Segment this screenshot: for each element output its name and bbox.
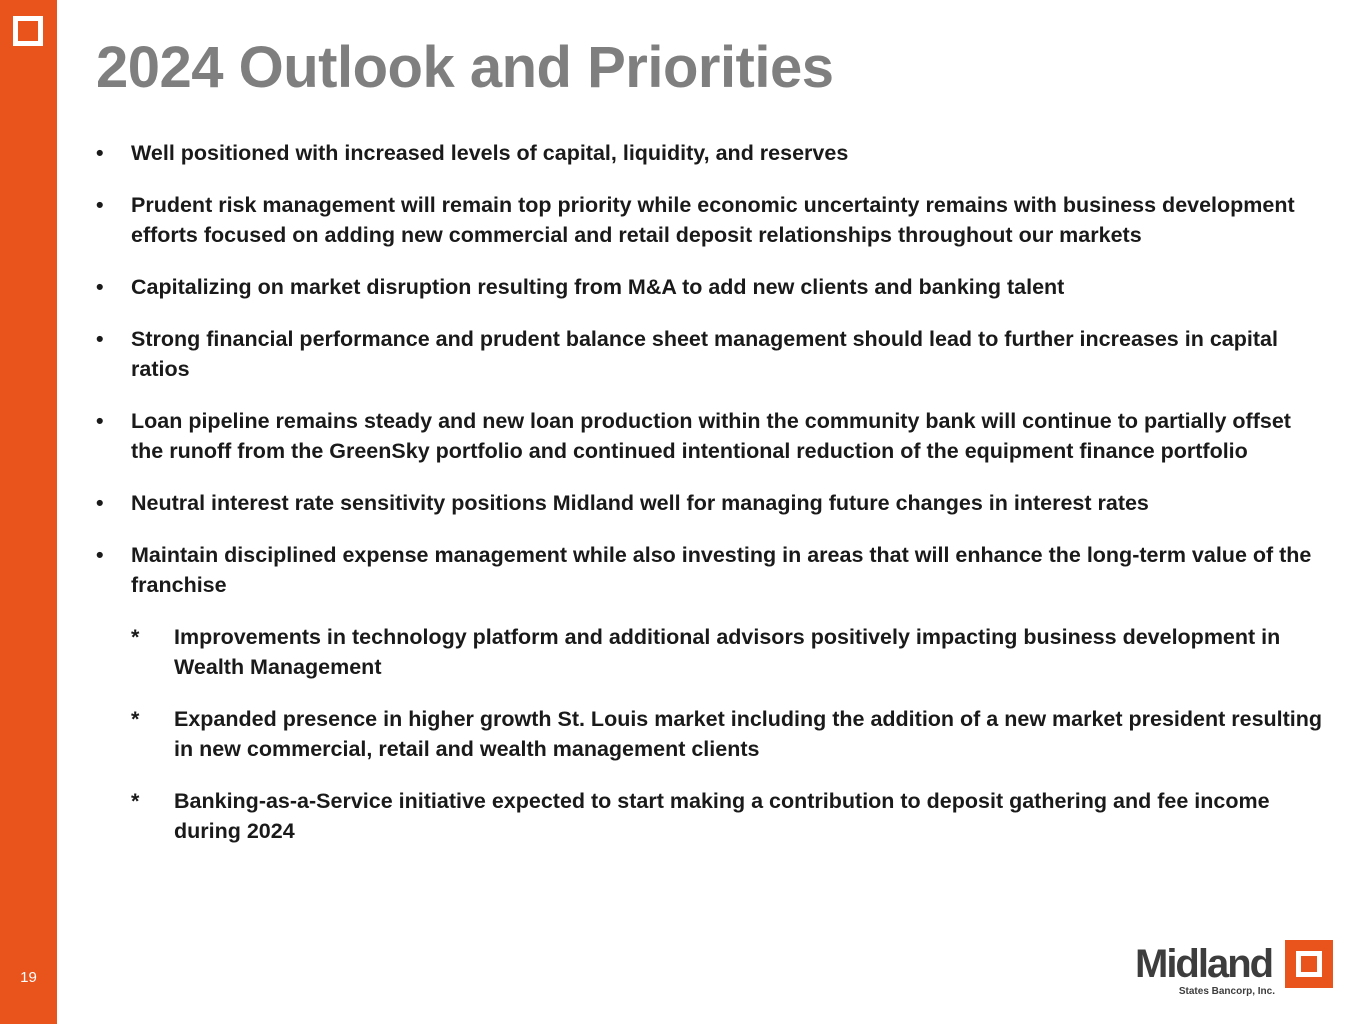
bullet-marker: •	[96, 491, 104, 515]
slide-title: 2024 Outlook and Priorities	[96, 35, 834, 100]
square-logo-icon	[1285, 940, 1333, 988]
sub-bullet-marker: *	[131, 625, 140, 649]
bullet-marker: •	[96, 409, 104, 433]
square-logo-icon	[13, 16, 43, 46]
bullet-text: Loan pipeline remains steady and new loan production within the community bank will continue to partially offset the runoff from the GreenSky portfolio and continued intentional reduction of the equipment finance portfolio	[131, 409, 1291, 463]
bullet-text: Neutral interest rate sensitivity positions Midland well for managing future changes in interest rates	[131, 491, 1149, 515]
bullet-text: Maintain disciplined expense management while also investing in areas that will enhance the long-term value of the franchise	[131, 543, 1312, 597]
sub-bullet-marker: *	[131, 707, 140, 731]
sub-bullet-text: Improvements in technology platform and additional advisors positively impacting business development in Wealth Management	[174, 625, 1281, 679]
bullet-marker: •	[96, 193, 104, 217]
left-accent-bar	[0, 0, 57, 1024]
page-number: 19	[20, 969, 37, 986]
logo-subtitle: States Bancorp, Inc.	[1178, 986, 1275, 997]
bullet-item	[96, 488, 1326, 518]
bullet-item	[96, 272, 1326, 302]
bullet-marker: •	[96, 543, 104, 567]
bullet-marker: •	[96, 275, 104, 299]
bullet-list	[96, 138, 1326, 868]
bullet-text: Capitalizing on market disruption resulting from M&A to add new clients and banking talent	[131, 275, 1065, 299]
sub-bullet-marker: *	[131, 789, 140, 813]
bullet-item	[96, 138, 1326, 168]
sub-bullet-item	[96, 786, 1326, 846]
sub-bullet-item	[96, 622, 1326, 682]
bullet-text: Prudent risk management will remain top priority while economic uncertainty remains with business development efforts focused on adding new commercial and retail deposit relationships throughout our markets	[131, 193, 1295, 247]
sub-bullet-item	[96, 704, 1326, 764]
bullet-marker: •	[96, 327, 104, 351]
bullet-item	[96, 324, 1326, 384]
bullet-text: Strong financial performance and prudent balance sheet management should lead to further increases in capital ratios	[131, 327, 1278, 381]
midland-logo	[1135, 940, 1335, 1000]
sub-bullet-text: Banking-as-a-Service initiative expected to start making a contribution to deposit gathering and fee income during 2024	[174, 789, 1270, 843]
bullet-marker: •	[96, 141, 104, 165]
bullet-text: Well positioned with increased levels of capital, liquidity, and reserves	[131, 141, 849, 165]
bullet-item	[96, 406, 1326, 466]
sub-bullet-text: Expanded presence in higher growth St. Louis market including the addition of a new market president resulting in new commercial, retail and wealth management clients	[174, 707, 1323, 761]
bullet-item	[96, 540, 1326, 600]
logo-wordmark: Midland	[1135, 942, 1273, 986]
bullet-item	[96, 190, 1326, 250]
